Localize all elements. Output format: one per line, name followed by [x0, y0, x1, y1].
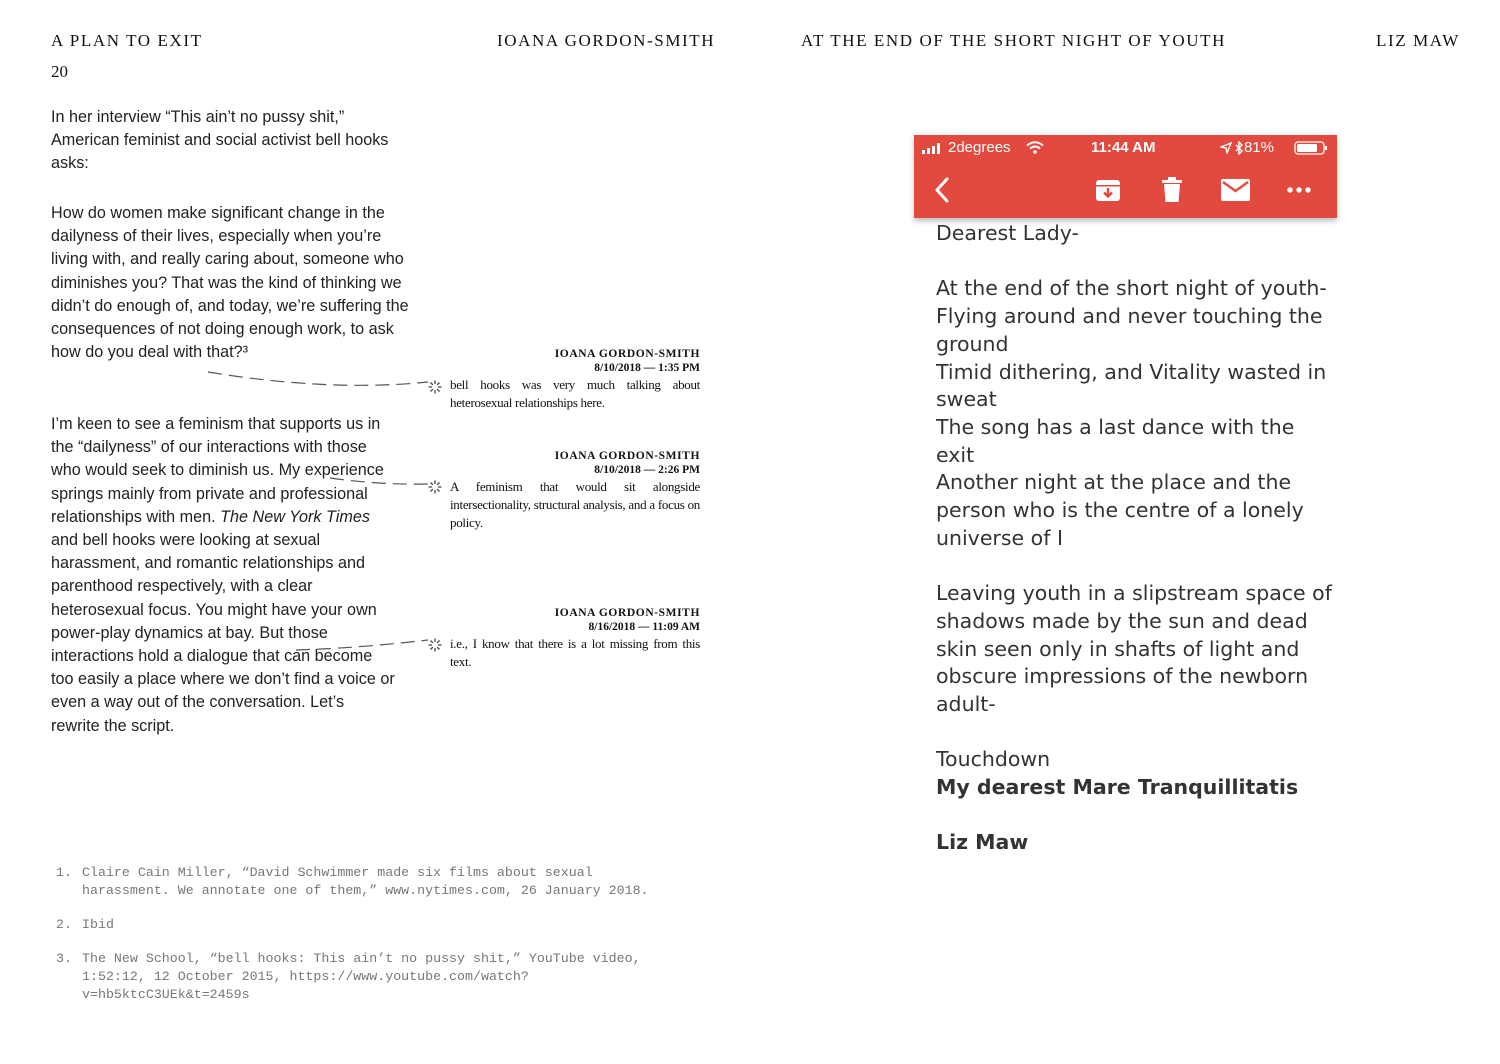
- running-header-title: A PLAN TO EXIT: [51, 31, 203, 50]
- signal-icon: [922, 142, 944, 154]
- running-header-title: AT THE END OF THE SHORT NIGHT OF YOUTH: [801, 31, 1226, 50]
- comment-date: 8/10/2018 — 2:26 PM: [594, 464, 700, 476]
- letter-closing-line: My dearest Mare Tranquillitatis: [936, 775, 1299, 800]
- intro-paragraph: In her interview “This ain’t no pussy shit,” American feminist and social activist bell hooks asks:: [51, 108, 389, 173]
- running-header-author: IOANA GORDON-SMITH: [497, 31, 716, 50]
- footnote-number: 3.: [56, 951, 72, 966]
- margin-comment-3[interactable]: [450, 606, 700, 671]
- carrier-name: 2degrees: [948, 139, 1011, 156]
- comment-connector-3: [296, 640, 428, 650]
- comment-connector-1: [208, 372, 428, 385]
- running-header-author: LIZ MAW: [1376, 31, 1460, 50]
- back-icon[interactable]: [934, 177, 950, 203]
- letter-stanza: At the end of the short night of youth- Flying around and never touching the ground Timid dithering, and Vitality wasted in sweat The song has a last dance with the exit Another night at the place and the person who is the centre of a lonely universe of I: [936, 276, 1327, 550]
- letter-stanza: Leaving youth in a slipstream space of shadows made by the sun and dead skin seen only in shafts of light and obscure impressions of the newborn adult-: [936, 581, 1332, 716]
- body-paragraph-text-cont: and bell hooks were looking at sexual harassment, and romantic relationships and parenthood respectively, with a clear heterosexual focus. You might have your own power-play dynamics at bay. But those interactions hold a dialogue that can become too easily a place where we don’t find a voice or even a way out of the conversation. Let’s rewrite the script.: [51, 531, 395, 735]
- page-number: 20: [51, 62, 68, 81]
- footnote: [56, 950, 676, 1004]
- letter-greeting: Dearest Lady-: [936, 221, 1079, 245]
- footnote-number: 1.: [56, 865, 72, 880]
- comment-icon[interactable]: [428, 638, 442, 652]
- comment-icon[interactable]: [428, 480, 442, 494]
- mail-app-header: [914, 135, 1337, 218]
- letter-signature: Liz Maw: [936, 830, 1029, 855]
- battery-percentage: 81%: [1244, 139, 1275, 156]
- margin-comment-1[interactable]: [450, 347, 700, 412]
- comment-date: 8/16/2018 — 11:09 AM: [588, 621, 700, 633]
- footnote-text: Ibid: [82, 917, 114, 932]
- mail-icon[interactable]: [1221, 179, 1250, 201]
- letter-touchdown: Touchdown: [936, 747, 1051, 772]
- status-bar: [914, 135, 1337, 161]
- archive-icon[interactable]: [1095, 178, 1121, 202]
- wifi-icon: [1026, 141, 1044, 154]
- publication-title: The New York Times: [220, 507, 370, 526]
- battery-icon: [1294, 141, 1328, 155]
- footnote: [56, 916, 676, 934]
- letter-closing: [936, 746, 1336, 801]
- comment-text: A feminism that would sit alongside intersectionality, structural analysis, and a focus on policy.: [450, 479, 700, 530]
- bluetooth-icon: [1235, 141, 1244, 155]
- email-body: [936, 220, 1336, 885]
- footnote-number: 2.: [56, 917, 72, 932]
- body-paragraph-text: I’m keen to see a feminism that supports us in the “dailyness” of our interactions with those who would seek to diminish us. My experience springs mainly from private and professional relationships with men.: [51, 415, 384, 526]
- comment-text: i.e., I know that there is a lot missing from this text.: [450, 636, 700, 669]
- block-quote: How do women make significant change in the dailyness of their lives, especially when you’re living with, and really caring about, someone who diminishes you? That was the kind of thinking we didn’t do enough of, and today, we’re suffering the consequences of not doing enough work, to ask how do you deal with that?³: [51, 204, 409, 362]
- margin-comment-2[interactable]: [450, 449, 700, 532]
- comment-author: IOANA GORDON-SMITH: [554, 450, 700, 462]
- footnote-text: The New School, “bell hooks: This ain’t no pussy shit,” YouTube video, 1:52:12, 12 October 2015, https://www.youtube.com/watch?v=hb5ktcC3UEk&t=2459s: [82, 951, 641, 1002]
- comment-text: bell hooks was very much talking about heterosexual relationships here.: [450, 377, 700, 410]
- comment-date: 8/10/2018 — 1:35 PM: [594, 362, 700, 374]
- status-time: 11:44 AM: [1091, 139, 1156, 156]
- comment-connector-2: [330, 478, 428, 484]
- comment-author: IOANA GORDON-SMITH: [554, 607, 700, 619]
- footnote: [56, 864, 676, 900]
- comment-author: IOANA GORDON-SMITH: [554, 348, 700, 360]
- footnote-text: Claire Cain Miller, “David Schwimmer made six films about sexual harassment. We annotate one of them,” www.nytimes.com, 26 January 2018.: [82, 865, 649, 898]
- comment-icon[interactable]: [428, 380, 442, 394]
- location-icon: [1220, 142, 1232, 154]
- footnotes: [56, 864, 676, 1020]
- trash-icon[interactable]: [1162, 177, 1182, 203]
- more-icon[interactable]: [1287, 187, 1311, 193]
